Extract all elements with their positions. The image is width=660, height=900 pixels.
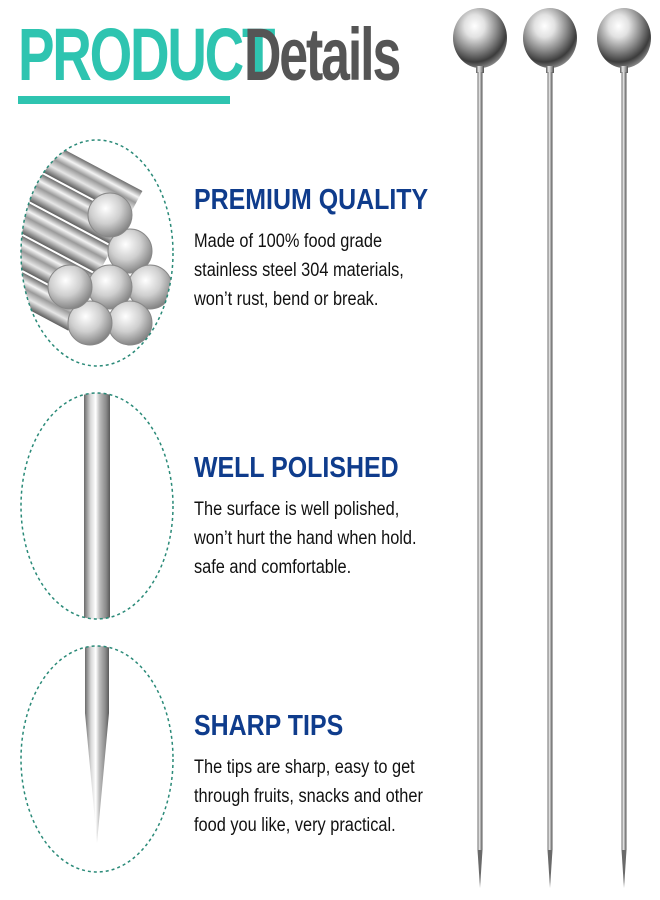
polished-rod-icon xyxy=(18,390,176,622)
title-accent: PRODUCT xyxy=(18,13,274,96)
feature-image-sharp xyxy=(18,643,176,875)
desc-line: food you like, very practical. xyxy=(194,814,396,836)
page-header xyxy=(18,13,400,96)
feature-title: PREMIUM QUALITY xyxy=(194,184,429,216)
title-rest: Details xyxy=(244,13,400,96)
desc-line: The tips are sharp, easy to get xyxy=(194,756,415,778)
feature-description xyxy=(194,227,404,314)
desc-line: Made of 100% food grade xyxy=(194,230,383,252)
feature-polished xyxy=(194,453,434,582)
desc-line: The surface is well polished, xyxy=(194,498,400,520)
desc-line: stainless steel 304 materials, xyxy=(194,259,404,281)
cocktail-pick-image xyxy=(450,0,510,900)
cocktail-pick-image xyxy=(520,0,580,900)
feature-image-premium xyxy=(18,137,176,369)
feature-image-polished xyxy=(18,390,176,622)
feature-title: SHARP TIPS xyxy=(194,710,344,742)
sharp-tip-icon xyxy=(18,643,176,875)
cocktail-pick-image xyxy=(594,0,654,900)
desc-line: through fruits, snacks and other xyxy=(194,785,423,807)
feature-premium xyxy=(194,185,434,314)
desc-line: won’t rust, bend or break. xyxy=(194,288,379,310)
title-underline xyxy=(18,96,230,104)
feature-sharp xyxy=(194,711,434,840)
feature-description xyxy=(194,753,423,840)
feature-description xyxy=(194,495,417,582)
feature-title: WELL POLISHED xyxy=(194,452,399,484)
steel-rods-icon xyxy=(18,137,176,369)
desc-line: safe and comfortable. xyxy=(194,556,352,578)
desc-line: won’t hurt the hand when hold. xyxy=(194,527,417,549)
